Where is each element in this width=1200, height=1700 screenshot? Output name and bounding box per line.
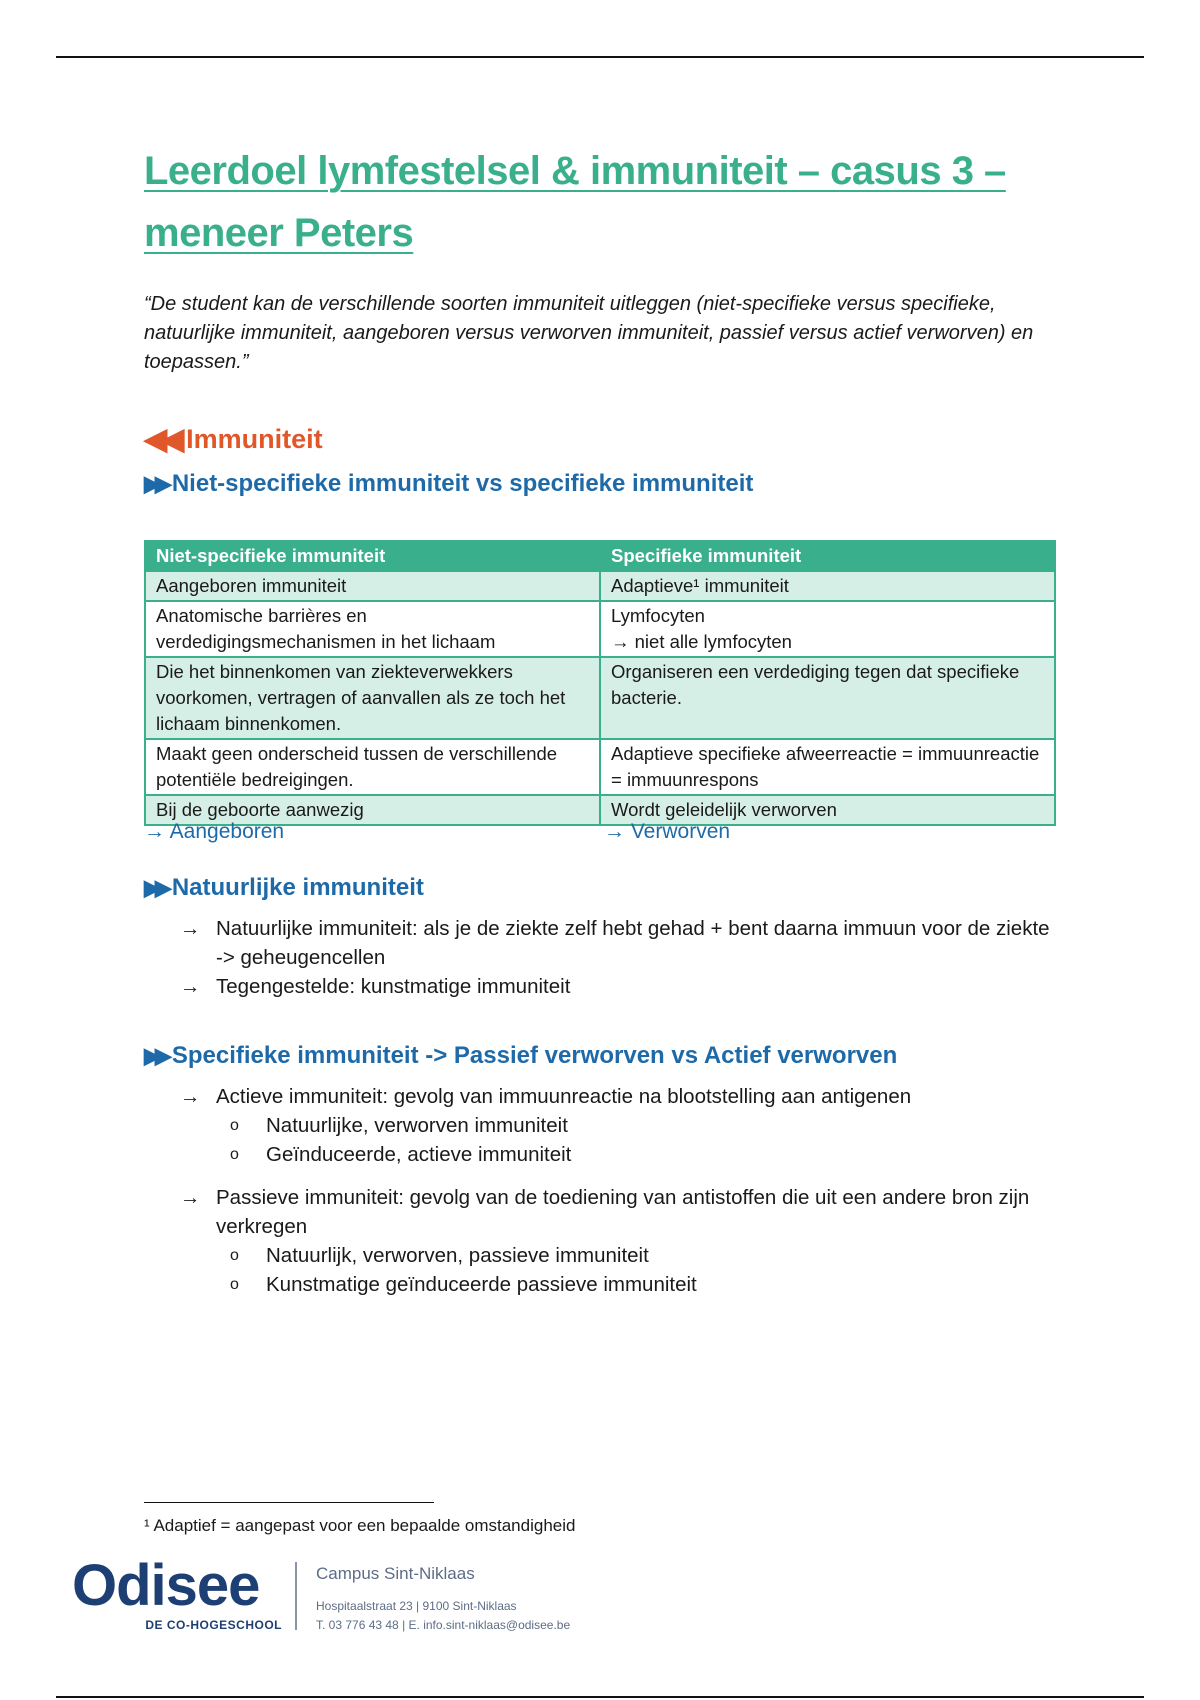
- campus-address-block: [316, 1597, 570, 1635]
- sub-list-item: [180, 1270, 1060, 1299]
- list-item: [180, 972, 1060, 1001]
- campus-address: Hospitaalstraat 23 | 9100 Sint-Niklaas: [316, 1599, 517, 1613]
- sub-list-item-text: Kunstmatige geïnduceerde passieve immuniteit: [266, 1273, 697, 1296]
- list-item: [180, 1082, 1060, 1111]
- odisee-logo: [72, 1553, 282, 1632]
- campus-name: Campus Sint-Niklaas: [316, 1564, 475, 1583]
- table-header-specific: Specifieke immuniteit: [600, 541, 1055, 571]
- table-cell: Anatomische barrières en verdedigingsmechanismen in het lichaam: [145, 601, 600, 657]
- table-cell: Organiseren een verdediging tegen dat specifieke bacterie.: [600, 657, 1055, 739]
- arrow-right-icon: →: [180, 1186, 201, 1209]
- learning-goal-quote: “De student kan de verschillende soorten immuniteit uitleggen (niet-specifieke versus specifieke, natuurlijke immuniteit, aangeboren versus verworven immuniteit, passief versus actief verworven) en toepassen.”: [144, 293, 1034, 373]
- double-right-chevron-icon: ▶▶: [144, 471, 166, 496]
- footnote: ¹ Adaptief = aangepast voor een bepaalde omstandigheid: [144, 1516, 576, 1535]
- table-cell: Lymfocyten → niet alle lymfocyten: [600, 601, 1055, 657]
- list-item: [180, 1183, 1060, 1241]
- table-row: [145, 739, 1055, 795]
- double-left-chevron-icon: ◀◀: [144, 423, 179, 456]
- top-rule: [56, 56, 1144, 58]
- sub-list-item-text: Natuurlijk, verworven, passieve immuniteit: [266, 1244, 649, 1267]
- list-item-text: Actieve immuniteit: gevolg van immuunreactie na blootstelling aan antigenen: [216, 1085, 912, 1108]
- subsection-heading-nonspecific-vs-specific: [144, 470, 753, 498]
- list-item-text: Tegengestelde: kunstmatige immuniteit: [216, 975, 571, 998]
- arrow-right-icon: →: [180, 1085, 201, 1108]
- circle-bullet-icon: o: [230, 1247, 239, 1264]
- sub-list-item-text: Geïnduceerde, actieve immuniteit: [266, 1143, 572, 1166]
- logo-wordmark: Odisee: [72, 1553, 260, 1618]
- circle-bullet-icon: o: [230, 1117, 239, 1134]
- subsection-heading-natural: [144, 874, 424, 902]
- page-title: Leerdoel lymfestelsel & immuniteit – casus 3 – meneer Peters: [144, 149, 1006, 255]
- sub-list-item-text: Natuurlijke, verworven immuniteit: [266, 1114, 568, 1137]
- arrow-right-icon: →: [180, 917, 201, 940]
- immunity-comparison-table: [144, 540, 1056, 826]
- double-right-chevron-icon: ▶▶: [144, 1043, 166, 1068]
- arrow-right-icon: →: [180, 975, 201, 998]
- conclusion-innate: → Aangeboren: [144, 820, 285, 843]
- footer-divider: [295, 1562, 297, 1630]
- table-cell: Maakt geen onderscheid tussen de verschillende potentiële bedreigingen.: [145, 739, 600, 795]
- subsection-label: Natuurlijke immuniteit: [171, 874, 424, 901]
- bottom-rule: [56, 1696, 1144, 1698]
- table-cell: Adaptieve¹ immuniteit: [600, 571, 1055, 601]
- section-immuniteit-label: Immuniteit: [186, 424, 323, 454]
- table-cell: Wordt geleidelijk verworven: [600, 795, 1055, 825]
- table-row: [145, 601, 1055, 657]
- table-cell: Adaptieve specifieke afweerreactie = immuunreactie = immuunrespons: [600, 739, 1055, 795]
- natural-immunity-list: [180, 914, 1060, 1001]
- section-immuniteit-heading: [144, 422, 323, 457]
- table-row: [145, 657, 1055, 739]
- sub-list-item: [180, 1140, 1060, 1169]
- sub-list-item: [180, 1241, 1060, 1270]
- sub-list-item: [180, 1111, 1060, 1140]
- list-item-text: Natuurlijke immuniteit: als je de ziekte zelf hebt gehad + bent daarna immuun voor de ziekte -> geheugencellen: [216, 917, 1050, 969]
- table-cell: Bij de geboorte aanwezig: [145, 795, 600, 825]
- subsection-heading-passive-active: [144, 1042, 897, 1070]
- logo-tagline: DE CO-HOGESCHOOL: [145, 1618, 282, 1632]
- footnote-rule: [144, 1502, 434, 1503]
- table-cell: Aangeboren immuniteit: [145, 571, 600, 601]
- subsection-label: Specifieke immuniteit -> Passief verworven vs Actief verworven: [171, 1042, 898, 1069]
- conclusion-acquired: → Verworven: [604, 820, 731, 843]
- specific-immunity-list: [180, 1082, 1060, 1299]
- table-cell: Die het binnenkomen van ziekteverwekkers voorkomen, vertragen of aanvallen als ze toch het lichaam binnenkomen.: [145, 657, 600, 739]
- double-right-chevron-icon: ▶▶: [144, 875, 166, 900]
- list-item: [180, 914, 1060, 972]
- subsection-label: Niet-specifieke immuniteit vs specifieke immuniteit: [171, 470, 754, 497]
- table-header-nonspecific: Niet-specifieke immuniteit: [145, 541, 600, 571]
- list-item-text: Passieve immuniteit: gevolg van de toediening van antistoffen die uit een andere bron zijn verkregen: [216, 1186, 1030, 1238]
- circle-bullet-icon: o: [230, 1146, 239, 1163]
- table-row: [145, 571, 1055, 601]
- campus-contact: T. 03 776 43 48 | E. info.sint-niklaas@odisee.be: [316, 1618, 571, 1632]
- circle-bullet-icon: o: [230, 1276, 239, 1293]
